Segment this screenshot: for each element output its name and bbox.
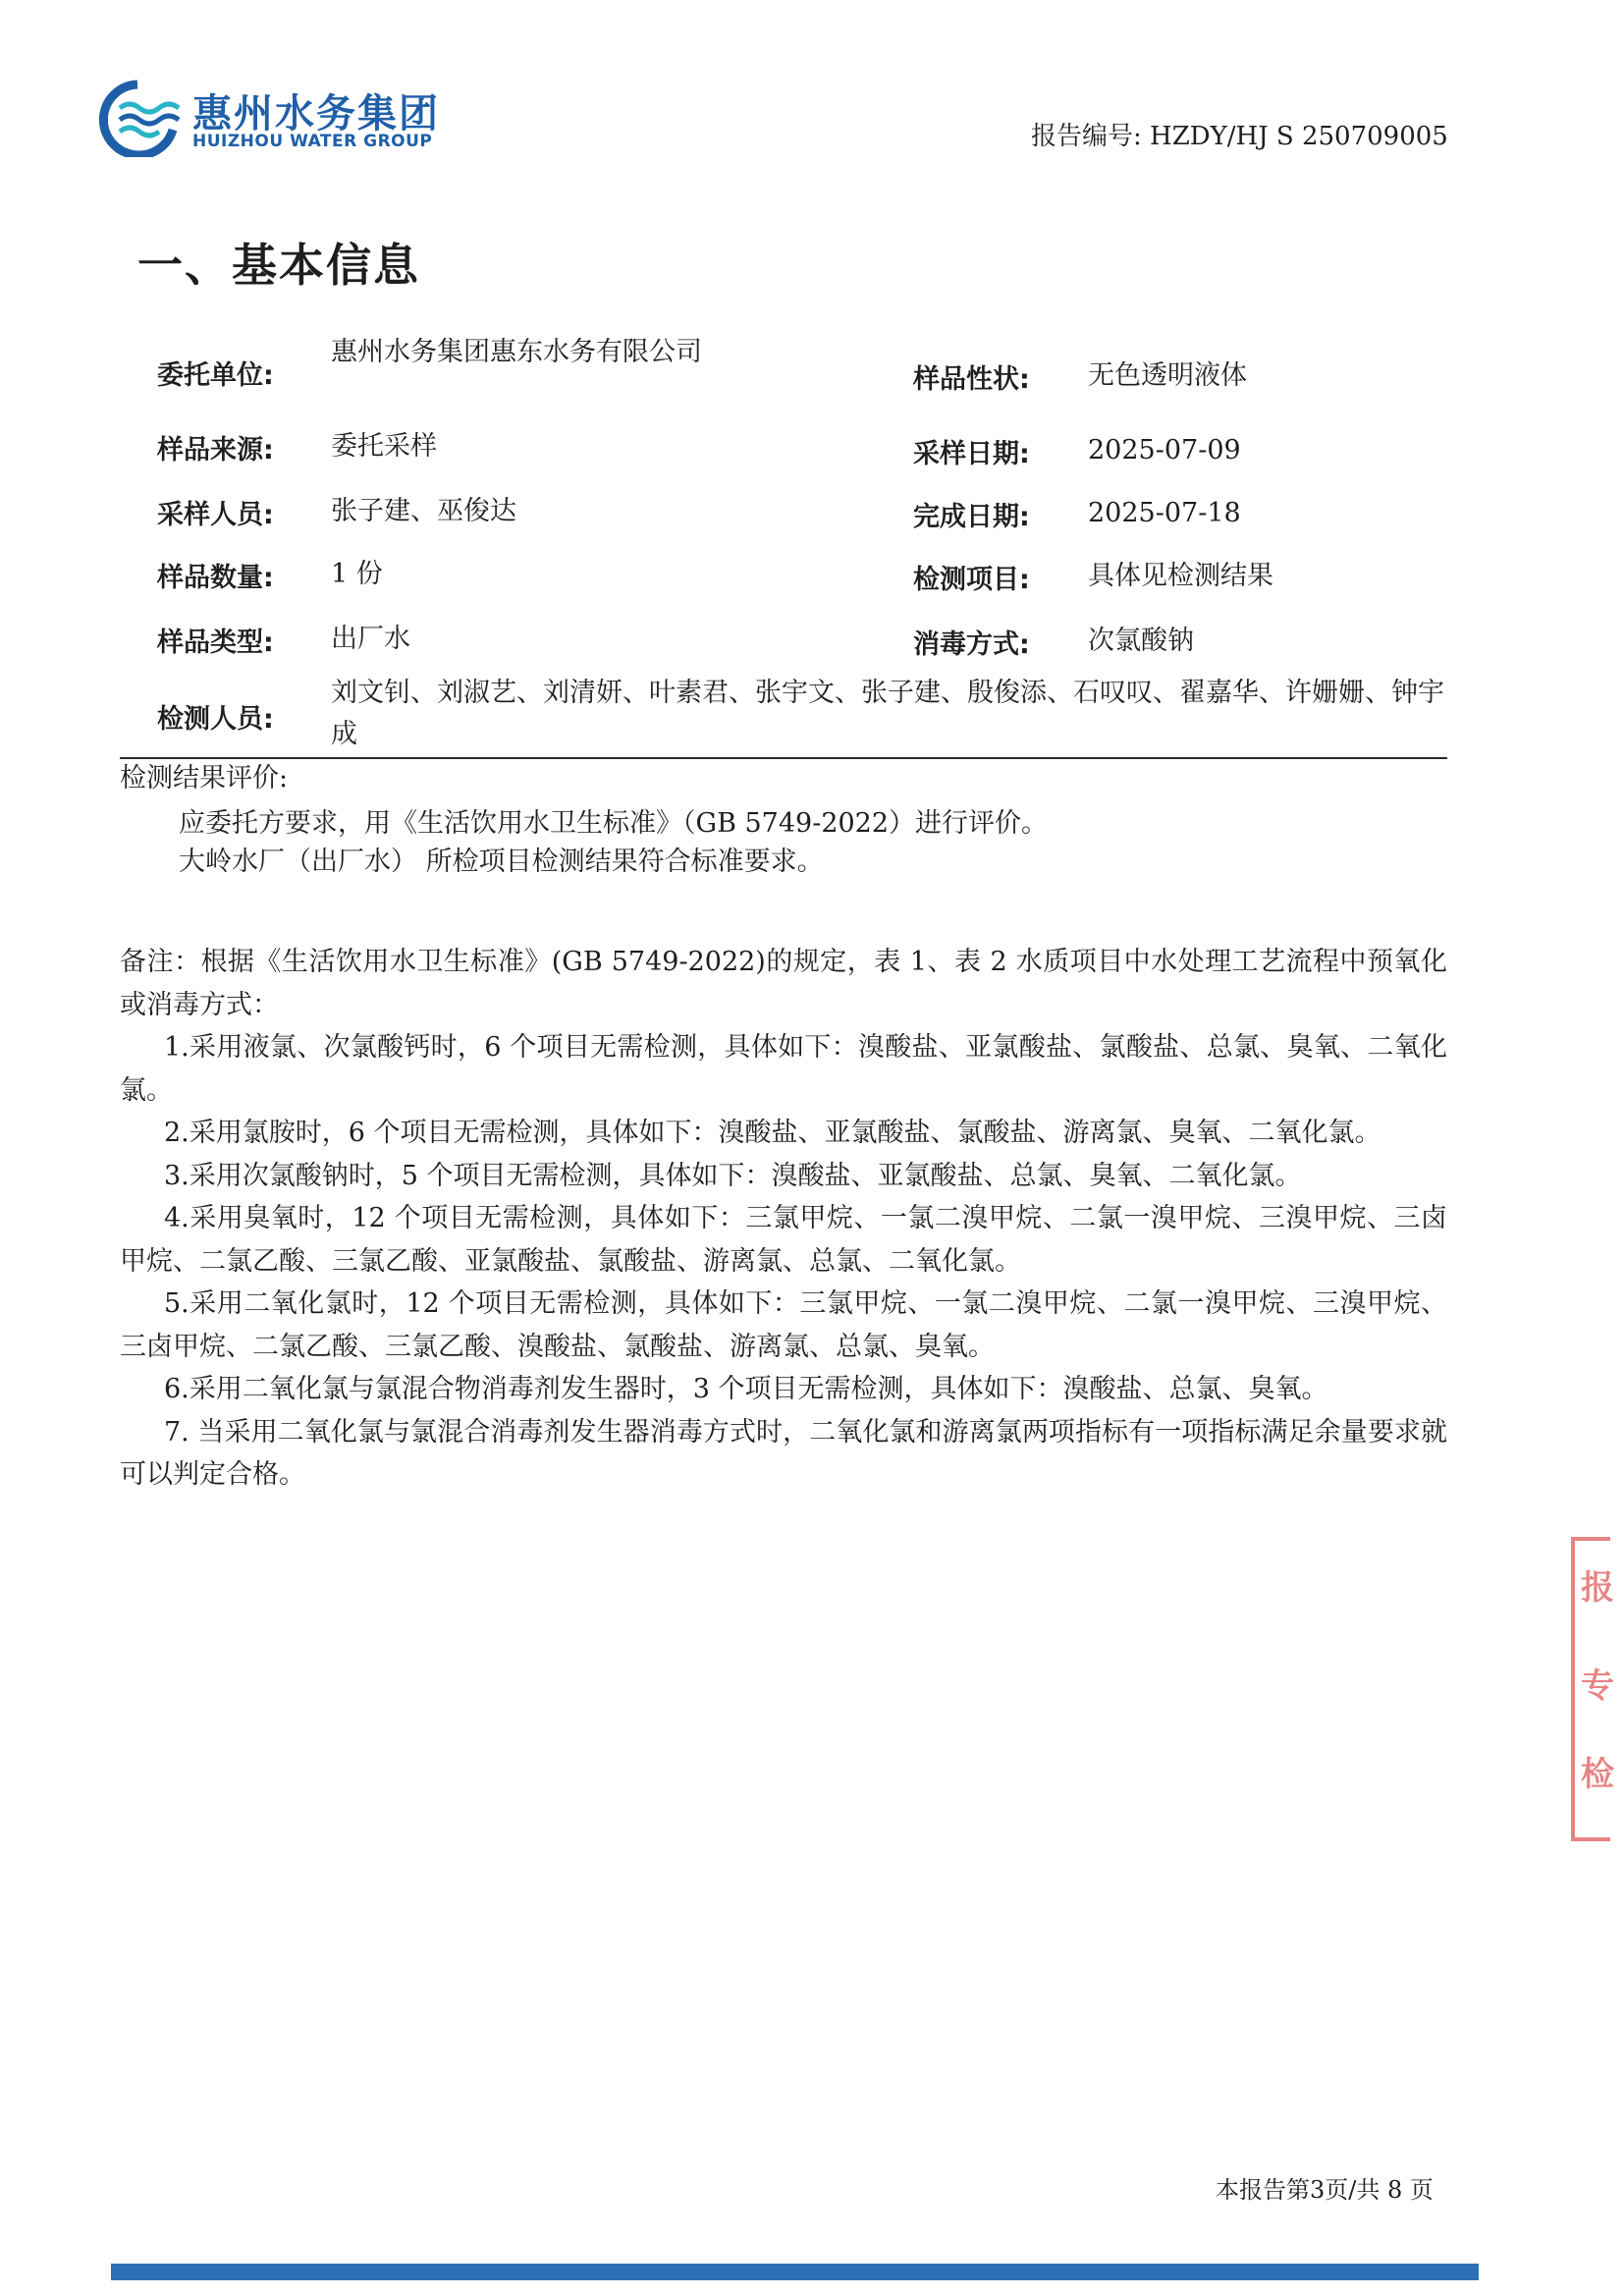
disinfection-label: 消毒方式: [913, 629, 1030, 660]
client-value: 惠州水务集团惠东水务有限公司 [331, 337, 702, 367]
evaluation-line-2: 大岭水厂（出厂水） 所检项目检测结果符合标准要求。 [179, 847, 824, 877]
sample-source-value: 委托采样 [331, 431, 437, 462]
completion-date-value: 2025-07-18 [1088, 498, 1241, 528]
report-number: 报告编号: HZDY/HJ S 250709005 [1031, 122, 1448, 151]
disinfection-value: 次氯酸钠 [1088, 626, 1194, 656]
sample-source-label: 样品来源: [157, 435, 274, 465]
sample-state-label: 样品性状: [913, 364, 1030, 395]
seal-char-3: 检 [1581, 1755, 1614, 1794]
section-title: 一、基本信息 [137, 239, 420, 292]
seal-char-1: 报 [1581, 1568, 1614, 1608]
sample-type-value: 出厂水 [331, 624, 410, 654]
evaluation-line-1: 应委托方要求，用《生活饮用水卫生标准》（GB 5749-2022）进行评价。 [179, 808, 1049, 839]
notes-item-4: 4.采用臭氧时，12 个项目无需检测，具体如下：三氯甲烷、一氯二溴甲烷、二氯一溴甲烷、三溴甲烷、三卤甲烷、二氯乙酸、三氯乙酸、亚氯酸盐、氯酸盐、游离氯、总氯、二氧化氯。 [120, 1203, 1447, 1277]
section-divider [120, 757, 1447, 759]
page-number: 本报告第3页/共 8 页 [1216, 2176, 1434, 2204]
logo-english-name: HUIZHOU WATER GROUP [192, 132, 433, 151]
test-items-label: 检测项目: [913, 565, 1030, 595]
evaluation-heading: 检测结果评价: [120, 763, 289, 793]
notes-item-2: 2.采用氯胺时，6 个项目无需检测，具体如下：溴酸盐、亚氯酸盐、氯酸盐、游离氯、臭氧、二氧化氯。 [164, 1118, 1381, 1148]
notes-item-3: 3.采用次氯酸钠时，5 个项目无需检测，具体如下：溴酸盐、亚氯酸盐、总氯、臭氧、二氧化氯。 [164, 1160, 1302, 1191]
company-logo [90, 79, 444, 157]
sampler-label: 采样人员: [157, 500, 274, 530]
sampling-date-value: 2025-07-09 [1088, 435, 1241, 465]
notes-item-5: 5.采用二氧化氯时，12 个项目无需检测，具体如下：三氯甲烷、一氯二溴甲烷、二氯一溴甲烷、三溴甲烷、三卤甲烷、二氯乙酸、三氯乙酸、溴酸盐、氯酸盐、游离氯、总氯、臭氧。 [120, 1288, 1447, 1362]
footer-bar [111, 2264, 1479, 2280]
notes-block [120, 941, 1447, 1497]
client-label: 委托单位: [157, 360, 274, 391]
notes-item-6: 6.采用二氧化氯与氯混合物消毒剂发生器时，3 个项目无需检测，具体如下：溴酸盐、总氯、臭氧。 [164, 1374, 1328, 1404]
completion-date-label: 完成日期: [913, 502, 1030, 532]
test-items-value: 具体见检测结果 [1088, 561, 1273, 591]
sample-type-label: 样品类型: [157, 628, 274, 658]
sampling-date-label: 采样日期: [913, 439, 1030, 469]
sample-qty-value: 1 份 [331, 559, 383, 589]
testers-value: 刘文钊、刘淑艺、刘清妍、叶素君、张宇文、张子建、殷俊添、石叹叹、翟嘉华、许姗姗、钟宇成 [331, 678, 1444, 749]
logo-emblem-icon [90, 79, 185, 157]
sample-qty-label: 样品数量: [157, 563, 274, 593]
notes-intro: 备注：根据《生活饮用水卫生标准》(GB 5749-2022)的规定，表 1、表 2 水质项目中水处理工艺流程中预氧化或消毒方式： [120, 947, 1447, 1020]
sampler-value: 张子建、巫俊达 [331, 496, 516, 526]
notes-item-7: 7. 当采用二氧化氯与氯混合消毒剂发生器消毒方式时，二氧化氯和游离氯两项指标有一项指标满足余量要求就可以判定合格。 [120, 1416, 1447, 1490]
testers-label: 检测人员: [157, 704, 274, 735]
notes-item-1: 1.采用液氯、次氯酸钙时，6 个项目无需检测，具体如下：溴酸盐、亚氯酸盐、氯酸盐、总氯、臭氧、二氧化氯。 [120, 1032, 1447, 1106]
logo-chinese-name: 惠州水务集团 [192, 91, 440, 137]
seal-char-2: 专 [1581, 1667, 1614, 1706]
partial-seal-stamp [1571, 1537, 1614, 1841]
sample-state-value: 无色透明液体 [1088, 360, 1247, 391]
